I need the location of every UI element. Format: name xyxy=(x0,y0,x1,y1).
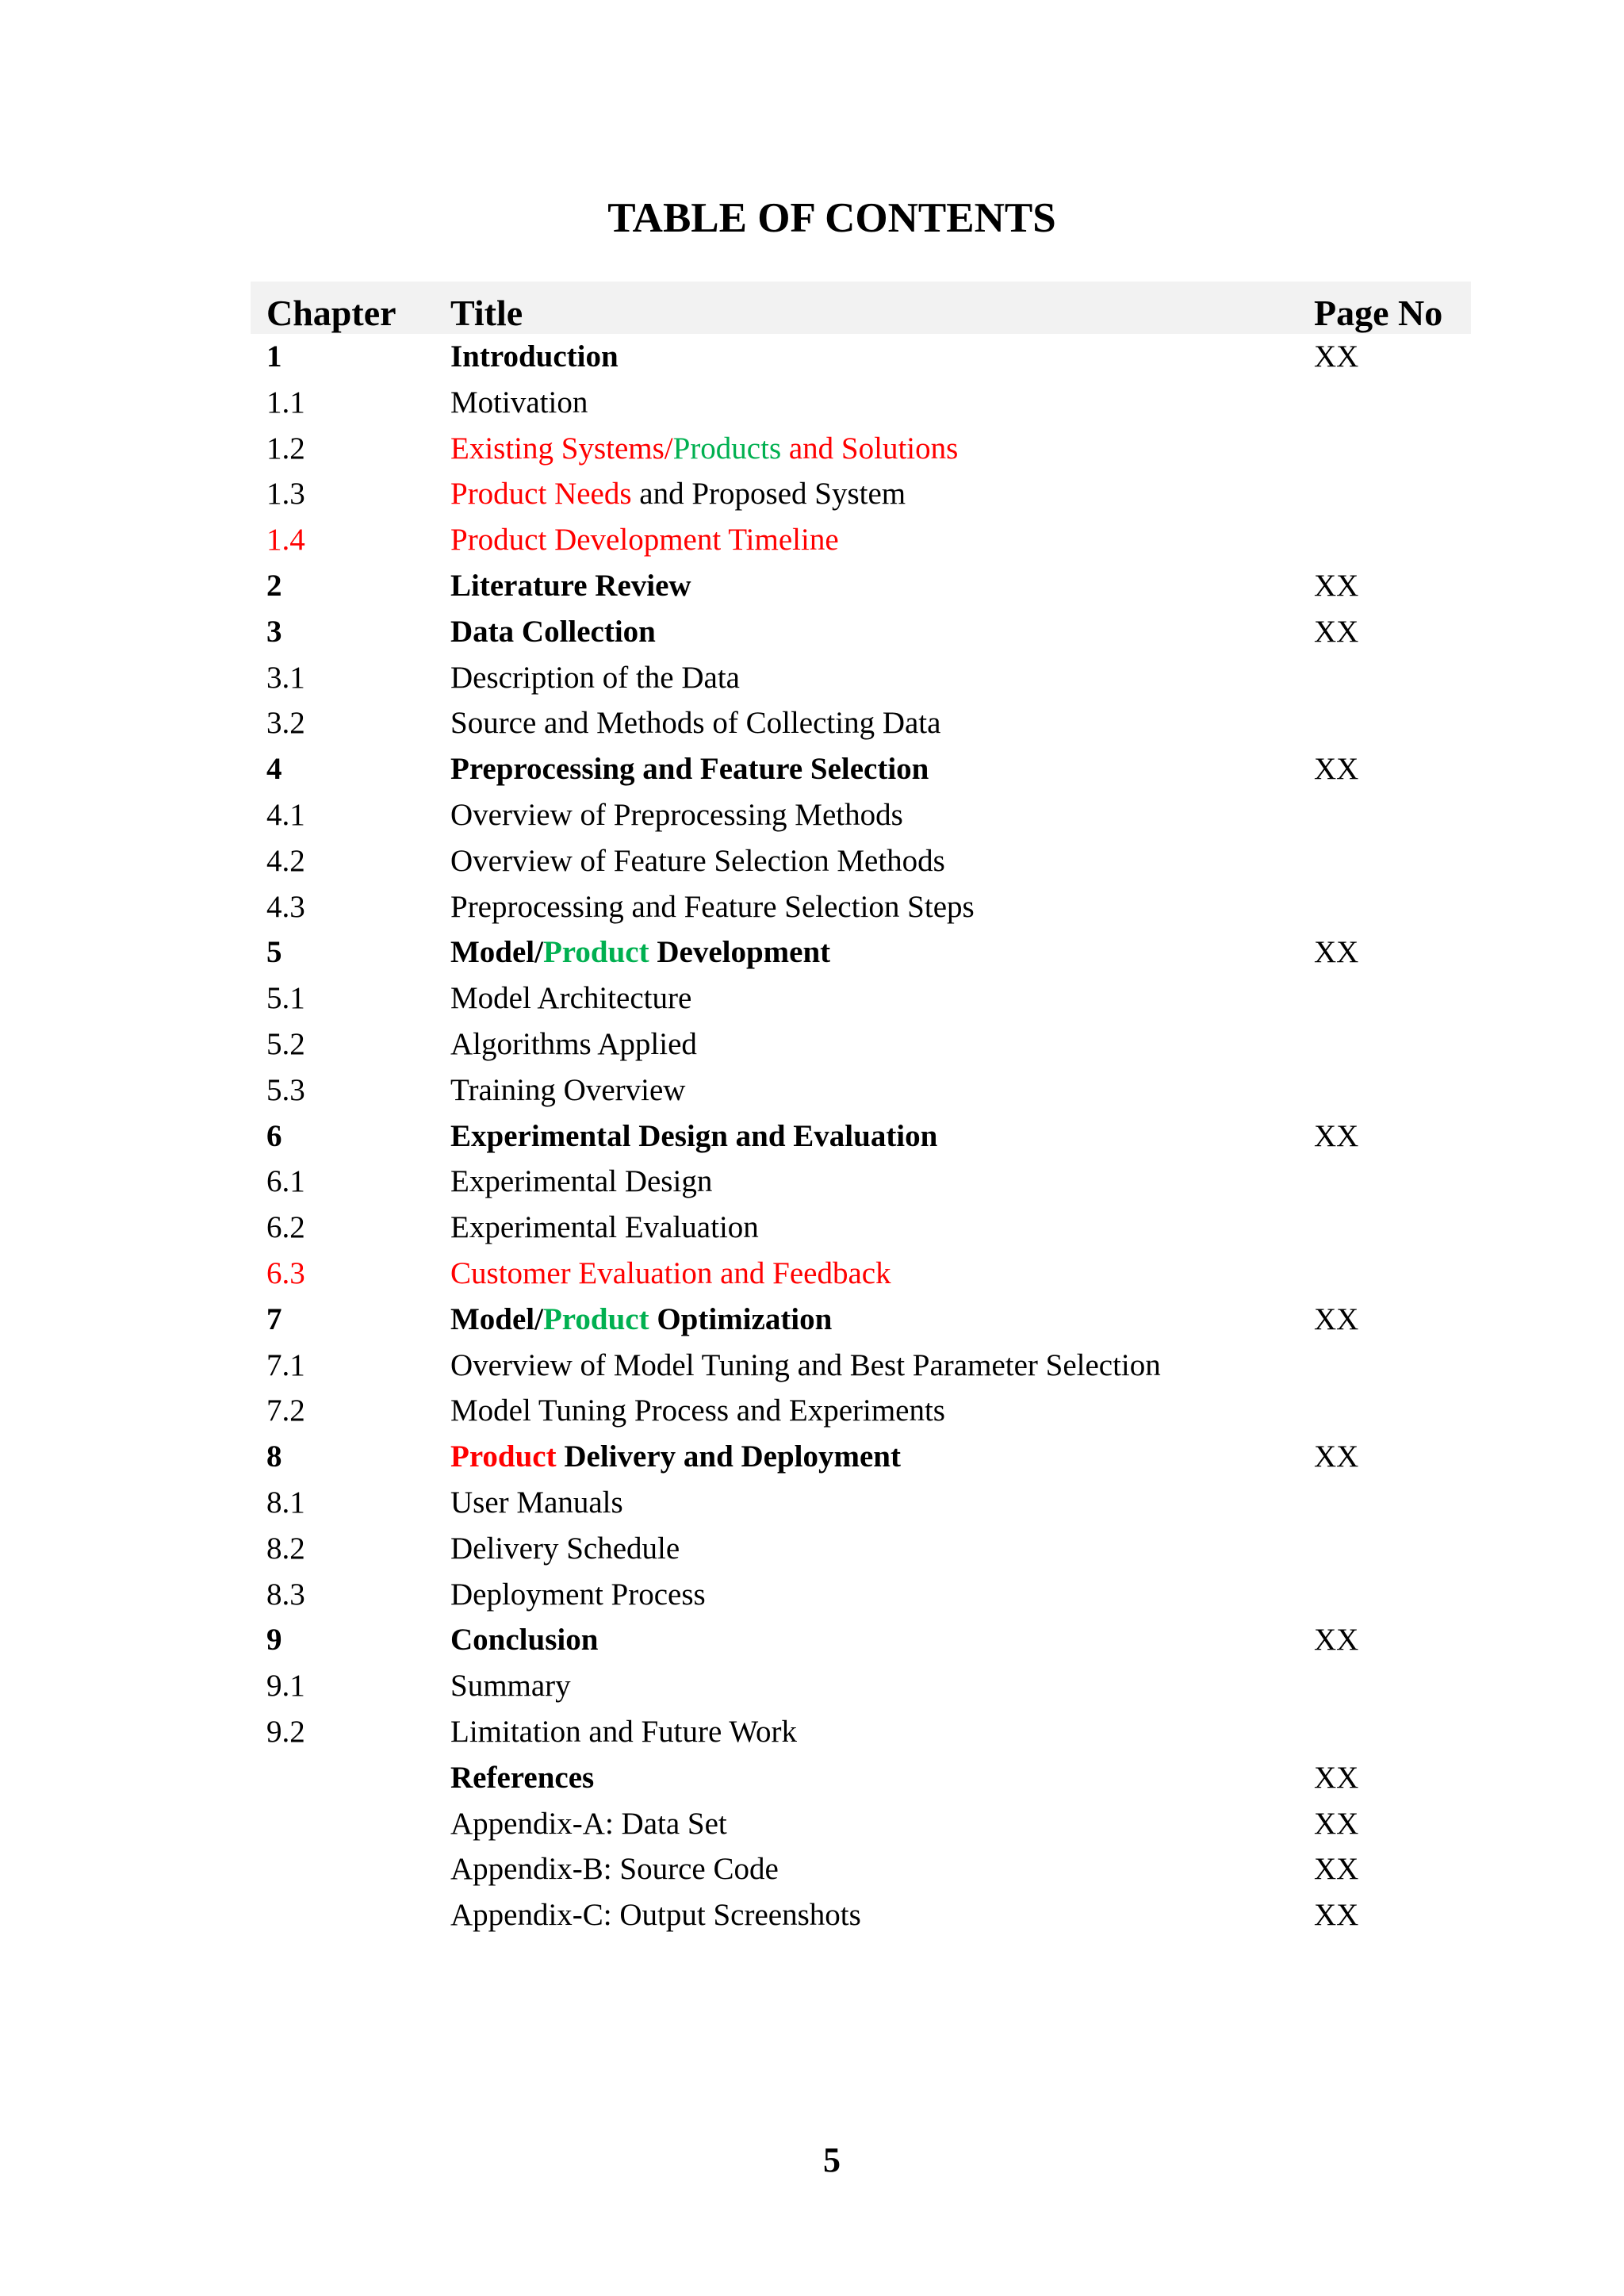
chapter-number: 1.2 xyxy=(266,431,305,466)
title-segment: and Proposed System xyxy=(631,477,906,512)
title-segment: Experimental Evaluation xyxy=(450,1210,759,1245)
page-ref: XX xyxy=(1314,1118,1359,1153)
chapter-title xyxy=(450,1892,861,1938)
chapter-title xyxy=(450,380,588,426)
toc-row xyxy=(251,930,1471,976)
chapter-title xyxy=(450,700,940,746)
title-segment: Product xyxy=(542,1301,649,1336)
title-segment: Summary xyxy=(450,1669,571,1704)
chapter-title xyxy=(450,1801,727,1847)
title-segment: Model/ xyxy=(450,935,543,970)
title-segment: Conclusion xyxy=(450,1623,599,1658)
chapter-number: 7 xyxy=(266,1301,282,1336)
chapter-number: 4 xyxy=(266,752,282,787)
chapter-title xyxy=(450,1388,945,1434)
toc-row xyxy=(251,884,1471,930)
title-segment: Experimental Design and Evaluation xyxy=(450,1118,938,1153)
toc-row xyxy=(251,1159,1471,1205)
chapter-title xyxy=(450,1114,937,1159)
chapter-number: 5 xyxy=(266,935,282,970)
page-number: 5 xyxy=(823,2141,841,2179)
chapter-title xyxy=(450,930,830,976)
toc-row xyxy=(251,1480,1471,1526)
chapter-title xyxy=(450,426,958,472)
chapter-title xyxy=(450,1297,832,1343)
chapter-title xyxy=(450,1480,623,1526)
chapter-number: 6 xyxy=(266,1118,282,1153)
chapter-number: 8 xyxy=(266,1439,282,1474)
chapter-number: 2 xyxy=(266,568,282,603)
page-ref: XX xyxy=(1314,1760,1359,1795)
title-segment: Overview of Preprocessing Methods xyxy=(450,797,903,832)
chapter-number: 6.1 xyxy=(266,1164,305,1199)
page-ref: XX xyxy=(1314,935,1359,970)
toc-row xyxy=(251,1251,1471,1297)
title-segment: Model Architecture xyxy=(450,981,692,1016)
chapter-number: 1.4 xyxy=(266,523,305,558)
toc-row xyxy=(251,1205,1471,1251)
chapter-number: 8.3 xyxy=(266,1577,305,1612)
toc-header-row xyxy=(251,282,1471,334)
toc-row xyxy=(251,609,1471,655)
toc-row xyxy=(251,334,1471,380)
title-segment: Appendix-C: Output Screenshots xyxy=(450,1898,861,1933)
title-segment: Experimental Design xyxy=(450,1164,713,1199)
title-segment: Data Collection xyxy=(450,614,656,649)
toc-row xyxy=(251,1846,1471,1892)
page-ref: XX xyxy=(1314,1852,1359,1887)
title-segment: Overview of Model Tuning and Best Parameter Selection xyxy=(450,1347,1161,1382)
page-ref: XX xyxy=(1314,1439,1359,1474)
toc-row xyxy=(251,426,1471,472)
header-page-no: Page No xyxy=(1314,293,1443,333)
chapter-title xyxy=(450,1068,685,1114)
toc-row xyxy=(251,1434,1471,1480)
toc-row xyxy=(251,1755,1471,1801)
chapter-title xyxy=(450,1022,697,1068)
chapter-title xyxy=(450,838,945,884)
toc-row xyxy=(251,700,1471,746)
title-segment: References xyxy=(450,1760,595,1795)
title-segment: Product Development Timeline xyxy=(450,523,839,558)
chapter-number: 9 xyxy=(266,1623,282,1658)
title-segment: Preprocessing and Feature Selection xyxy=(450,752,929,787)
chapter-number: 5.1 xyxy=(266,981,305,1016)
title-segment: Development xyxy=(649,935,831,970)
page-ref: XX xyxy=(1314,339,1359,374)
title-segment: Motivation xyxy=(450,385,588,420)
title-segment: Training Overview xyxy=(450,1072,686,1107)
title-segment: Delivery and Deployment xyxy=(556,1439,901,1474)
chapter-title xyxy=(450,746,929,792)
title-segment: Source and Methods of Collecting Data xyxy=(450,706,941,741)
chapter-number: 3.1 xyxy=(266,660,305,695)
chapter-number: 7.1 xyxy=(266,1347,305,1382)
toc-row xyxy=(251,1526,1471,1572)
toc-row xyxy=(251,563,1471,609)
toc-row xyxy=(251,746,1471,792)
title-segment: Limitation and Future Work xyxy=(450,1714,797,1749)
chapter-number: 8.1 xyxy=(266,1485,305,1520)
chapter-number: 1.3 xyxy=(266,477,305,512)
chapter-title xyxy=(450,471,906,517)
toc-row xyxy=(251,1388,1471,1434)
page-ref: XX xyxy=(1314,1623,1359,1658)
title-segment: Delivery Schedule xyxy=(450,1531,680,1566)
chapter-title xyxy=(450,1617,598,1663)
toc-row xyxy=(251,1022,1471,1068)
title-segment: Deployment Process xyxy=(450,1577,706,1612)
title-segment: Literature Review xyxy=(450,568,691,603)
title-segment: Appendix-B: Source Code xyxy=(450,1852,779,1887)
page-ref: XX xyxy=(1314,752,1359,787)
chapter-number: 7.2 xyxy=(266,1393,305,1428)
chapter-number: 4.2 xyxy=(266,843,305,878)
toc-row xyxy=(251,655,1471,701)
chapter-title xyxy=(450,1434,901,1480)
title-segment: Preprocessing and Feature Selection Steps xyxy=(450,889,975,924)
page-ref: XX xyxy=(1314,1898,1359,1933)
header-chapter: Chapter xyxy=(266,293,396,333)
toc-row xyxy=(251,517,1471,563)
chapter-number: 6.3 xyxy=(266,1255,305,1290)
chapter-number: 3.2 xyxy=(266,706,305,741)
chapter-number: 9.1 xyxy=(266,1669,305,1704)
toc-row xyxy=(251,1068,1471,1114)
toc-row xyxy=(251,1343,1471,1389)
chapter-number: 1 xyxy=(266,339,282,374)
toc-table xyxy=(251,334,1471,1938)
chapter-title xyxy=(450,1343,1161,1389)
chapter-number: 8.2 xyxy=(266,1531,305,1566)
title-segment: and Solutions xyxy=(781,431,959,466)
title-segment: Existing Systems/ xyxy=(450,431,673,466)
toc-row xyxy=(251,380,1471,426)
title-segment: Customer Evaluation and Feedback xyxy=(450,1255,891,1290)
toc-row xyxy=(251,1663,1471,1709)
header-title: Title xyxy=(450,293,523,333)
toc-row xyxy=(251,1892,1471,1938)
chapter-title xyxy=(450,609,656,655)
toc-row xyxy=(251,792,1471,838)
page-ref: XX xyxy=(1314,568,1359,603)
chapter-title xyxy=(450,1846,779,1892)
toc-row xyxy=(251,838,1471,884)
title-segment: Appendix-A: Data Set xyxy=(450,1806,727,1841)
title-segment: Product xyxy=(450,1439,557,1474)
toc-row xyxy=(251,1114,1471,1159)
title-segment: Algorithms Applied xyxy=(450,1026,697,1061)
title-segment: Model/ xyxy=(450,1301,543,1336)
chapter-title xyxy=(450,1251,891,1297)
toc-row xyxy=(251,1709,1471,1755)
title-segment: Introduction xyxy=(450,339,619,374)
chapter-number: 1.1 xyxy=(266,385,305,420)
chapter-title xyxy=(450,563,691,609)
title-segment: Product Needs xyxy=(450,477,632,512)
chapter-number: 9.2 xyxy=(266,1714,305,1749)
chapter-title xyxy=(450,1205,759,1251)
page-ref: XX xyxy=(1314,1301,1359,1336)
title-segment: Optimization xyxy=(649,1301,833,1336)
toc-row xyxy=(251,1617,1471,1663)
page-ref: XX xyxy=(1314,614,1359,649)
chapter-title xyxy=(450,334,619,380)
chapter-number: 3 xyxy=(266,614,282,649)
chapter-title xyxy=(450,976,691,1022)
chapter-title xyxy=(450,655,740,701)
chapter-title xyxy=(450,884,975,930)
page-ref: XX xyxy=(1314,1806,1359,1841)
chapter-number: 4.3 xyxy=(266,889,305,924)
chapter-number: 6.2 xyxy=(266,1210,305,1245)
title-segment: Model Tuning Process and Experiments xyxy=(450,1393,945,1428)
title-segment: User Manuals xyxy=(450,1485,623,1520)
chapter-title xyxy=(450,1663,571,1709)
toc-row xyxy=(251,976,1471,1022)
chapter-title xyxy=(450,1709,797,1755)
chapter-number: 5.2 xyxy=(266,1026,305,1061)
toc-row xyxy=(251,1297,1471,1343)
chapter-title xyxy=(450,1755,594,1801)
chapter-number: 5.3 xyxy=(266,1072,305,1107)
chapter-title xyxy=(450,1159,712,1205)
chapter-number: 4.1 xyxy=(266,797,305,832)
toc-row xyxy=(251,1572,1471,1618)
title-segment: Overview of Feature Selection Methods xyxy=(450,843,945,878)
chapter-title xyxy=(450,517,839,563)
page-title: TABLE OF CONTENTS xyxy=(607,195,1056,241)
chapter-title xyxy=(450,1526,680,1572)
toc-row xyxy=(251,471,1471,517)
chapter-title xyxy=(450,792,903,838)
toc-row xyxy=(251,1801,1471,1847)
title-segment: Description of the Data xyxy=(450,660,740,695)
title-segment: Products xyxy=(672,431,782,466)
title-segment: Product xyxy=(542,935,649,970)
chapter-title xyxy=(450,1572,706,1618)
